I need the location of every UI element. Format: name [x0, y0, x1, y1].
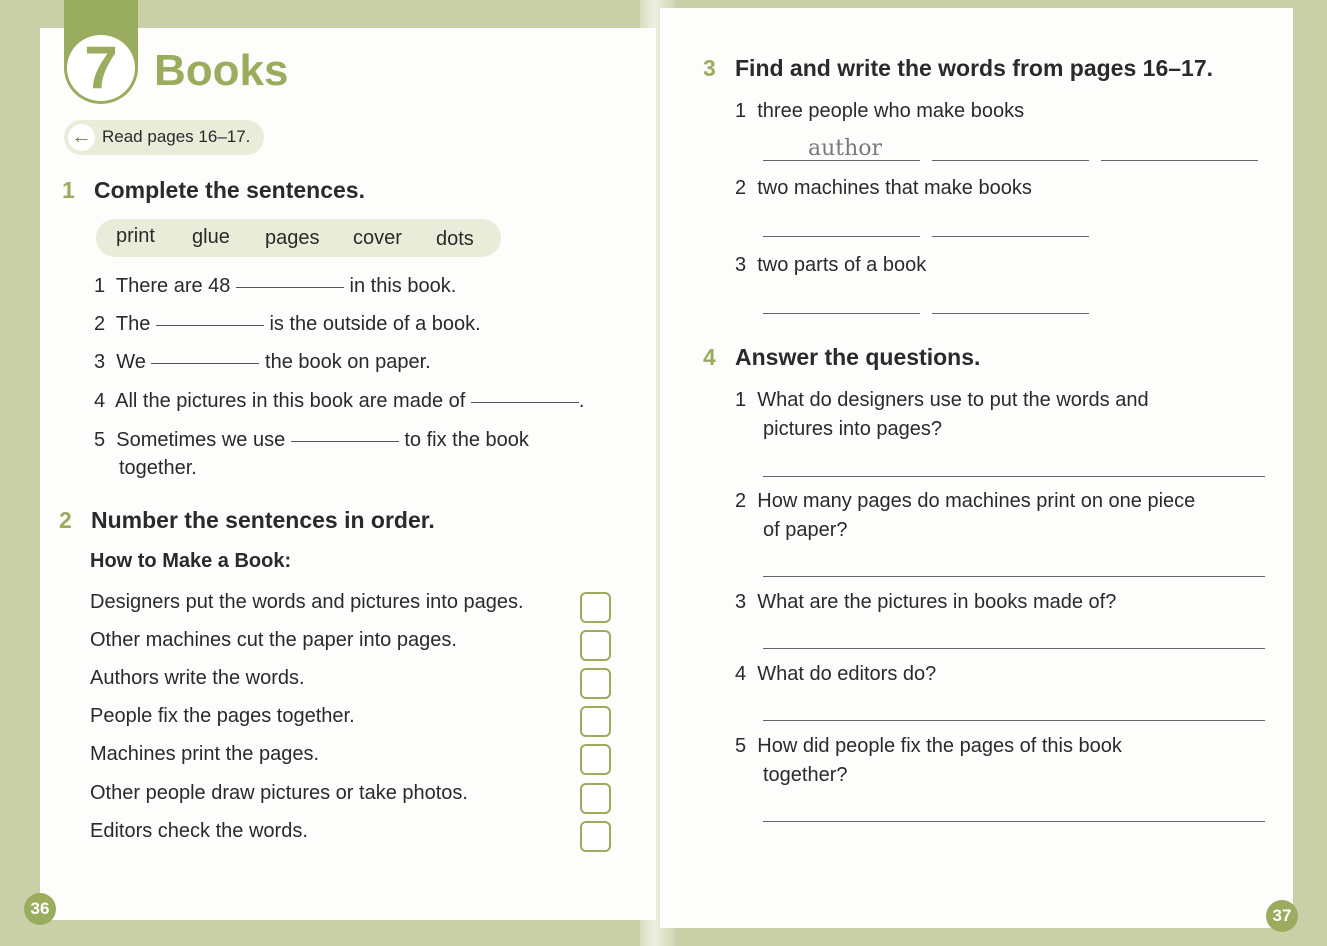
item-text: We — [116, 351, 146, 373]
answer-line[interactable] — [1101, 160, 1258, 161]
word-bank-item: cover — [353, 227, 402, 249]
word-bank-item: glue — [192, 226, 230, 248]
answer-line[interactable] — [932, 236, 1089, 237]
exercise4-number: 4 — [703, 344, 716, 370]
unit-title: Books — [154, 46, 289, 95]
question-text: How many pages do machines print on one piece — [757, 490, 1196, 512]
answer-blank[interactable] — [471, 402, 579, 403]
question-text: What do designers use to put the words and — [757, 389, 1149, 411]
word-bank-item: pages — [265, 227, 320, 249]
answer-line[interactable] — [763, 236, 920, 237]
answer-line[interactable] — [932, 313, 1089, 314]
answer-line[interactable] — [763, 476, 1265, 477]
unit-number: 7 — [84, 34, 118, 101]
order-sentence: Other people draw pictures or take photos. — [90, 782, 468, 804]
answer-line[interactable] — [763, 720, 1265, 721]
ex1-item-5 — [94, 429, 529, 452]
order-number-box[interactable] — [580, 783, 611, 814]
ex4-item-2 — [735, 490, 1195, 513]
order-number-box[interactable] — [580, 706, 611, 737]
item-text: in this book. — [349, 275, 457, 297]
order-number-box[interactable] — [580, 668, 611, 699]
word-bank-item: print — [116, 225, 155, 247]
ex3-item-2 — [735, 177, 1032, 200]
right-page — [660, 8, 1293, 928]
answer-blank[interactable] — [151, 363, 259, 364]
ex1-item-2 — [94, 313, 481, 336]
order-sentence: People fix the pages together. — [90, 705, 355, 727]
ex1-item-5-line2: together. — [119, 457, 197, 479]
item-number: 2 — [735, 177, 747, 199]
answer-line[interactable] — [763, 160, 920, 161]
ex4-item-2-line2: of paper? — [763, 519, 848, 541]
order-number-box[interactable] — [580, 744, 611, 775]
ex4-item-1-line2: pictures into pages? — [763, 418, 943, 440]
order-sentence: Other machines cut the paper into pages. — [90, 629, 457, 651]
ex4-item-3 — [735, 591, 1116, 614]
item-number: 5 — [94, 429, 106, 451]
page-number-right: 37 — [1266, 900, 1298, 932]
item-text: two machines that make books — [757, 177, 1032, 199]
item-number: 3 — [735, 254, 747, 276]
exercise2-number: 2 — [59, 507, 72, 533]
order-number-box[interactable] — [580, 821, 611, 852]
answer-blank[interactable] — [156, 325, 264, 326]
ex4-item-4 — [735, 663, 936, 686]
ex1-item-3 — [94, 351, 431, 374]
word-bank-item: dots — [436, 228, 474, 250]
ex4-item-1 — [735, 389, 1149, 412]
ex4-item-5 — [735, 735, 1122, 758]
answer-line[interactable] — [932, 160, 1089, 161]
item-number: 3 — [735, 591, 747, 613]
order-sentence: Authors write the words. — [90, 667, 305, 689]
answer-line[interactable] — [763, 576, 1265, 577]
item-number: 1 — [735, 389, 747, 411]
exercise4-heading: Answer the questions. — [735, 344, 981, 370]
answer-line[interactable] — [763, 821, 1265, 822]
answer-blank[interactable] — [236, 287, 344, 288]
arrow-left-icon: ← — [68, 124, 95, 151]
exercise3-number: 3 — [703, 55, 716, 81]
ex3-item-1 — [735, 100, 1024, 123]
question-text: What are the pictures in books made of? — [757, 591, 1117, 613]
order-sentence: Machines print the pages. — [90, 743, 320, 765]
item-number: 3 — [94, 351, 106, 373]
example-answer: author — [808, 136, 883, 161]
order-sentence: Designers put the words and pictures into pages. — [90, 591, 524, 613]
answer-line[interactable] — [763, 313, 920, 314]
item-text: the book on paper. — [265, 351, 431, 373]
item-text: All the pictures in this book are made of — [115, 390, 466, 412]
exercise2-subheading: How to Make a Book: — [90, 550, 292, 572]
item-text: is the outside of a book. — [269, 313, 481, 335]
ex1-item-1 — [94, 275, 456, 298]
exercise3-heading: Find and write the words from pages 16–17. — [735, 55, 1214, 81]
order-sentence: Editors check the words. — [90, 820, 308, 842]
page-number-left: 36 — [24, 893, 56, 925]
item-text: . — [578, 390, 585, 412]
item-number: 4 — [735, 663, 747, 685]
exercise1-number: 1 — [62, 177, 75, 203]
answer-blank[interactable] — [291, 441, 399, 442]
order-number-box[interactable] — [580, 630, 611, 661]
item-text: Sometimes we use — [116, 429, 286, 451]
item-number: 4 — [94, 390, 106, 412]
unit-number-badge — [64, 32, 138, 104]
question-text: What do editors do? — [757, 663, 937, 685]
item-text: three people who make books — [757, 100, 1025, 122]
item-number: 2 — [94, 313, 106, 335]
item-text: There are 48 — [115, 275, 231, 297]
item-text: The — [115, 313, 151, 335]
exercise1-heading: Complete the sentences. — [94, 177, 365, 203]
item-number: 1 — [735, 100, 747, 122]
question-text: How did people fix the pages of this book — [757, 735, 1122, 757]
item-number: 5 — [735, 735, 747, 757]
exercise2-heading: Number the sentences in order. — [91, 507, 435, 533]
answer-line[interactable] — [763, 648, 1265, 649]
ex1-item-4 — [94, 390, 584, 413]
item-number: 2 — [735, 490, 747, 512]
order-number-box[interactable] — [580, 592, 611, 623]
item-text: to fix the book — [404, 429, 529, 451]
ex4-item-5-line2: together? — [763, 764, 848, 786]
ex3-item-3 — [735, 254, 926, 277]
read-pages-text: Read pages 16–17. — [102, 127, 251, 146]
item-number: 1 — [94, 275, 106, 297]
item-text: two parts of a book — [757, 254, 927, 276]
read-pages-pill — [64, 120, 264, 155]
